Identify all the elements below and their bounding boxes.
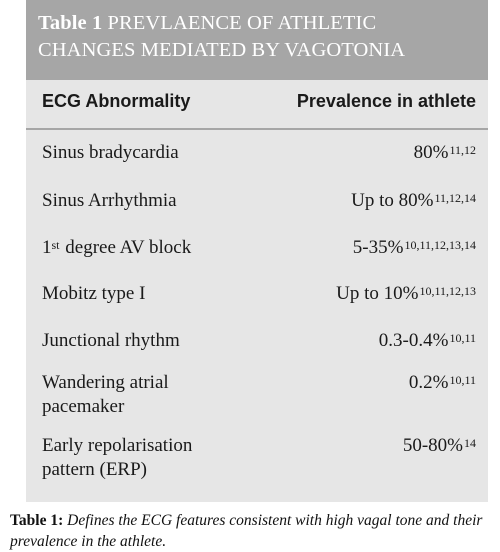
table-row [26, 427, 488, 502]
abnormality-cell [42, 434, 192, 482]
abnormality-text-line-2: pacemaker [42, 396, 125, 417]
prevalence-value: 50-80% [402, 435, 463, 456]
table-row [26, 175, 488, 223]
reference-superscript: 10,11 [449, 373, 476, 387]
abnormality-cell: Sinus bradycardia [42, 142, 179, 163]
prevalence-table [26, 0, 488, 502]
prevalence-value: 0.2% [408, 372, 449, 393]
table-caption [10, 510, 498, 552]
reference-superscript: 10,11 [449, 331, 476, 345]
abnormality-text-line-1: Early repolarisation [42, 435, 193, 456]
prevalence-cell [379, 329, 476, 353]
abnormality-text: degree AV block [60, 237, 192, 258]
reference-superscript: 11,12 [449, 143, 476, 157]
abnormality-text-line-1: Wandering atrial [42, 372, 169, 393]
prevalence-value: 5-35% [352, 237, 404, 258]
abnormality-cell: Junctional rhythm [42, 330, 180, 351]
prevalence-value: 0.3-0.4% [378, 330, 449, 351]
abnormality-ordinal: 1 [42, 237, 52, 258]
prevalence-value: Up to 10% [336, 283, 419, 304]
column-header-prevalence: Prevalence in athlete [296, 91, 476, 111]
reference-superscript: 14 [464, 436, 476, 450]
caption-text: Defines the ECG features consistent with high vagal tone and their prevalence in the athlete. [10, 512, 483, 550]
prevalence-cell [336, 282, 476, 306]
abnormality-cell: Mobitz type I [42, 283, 146, 304]
abnormality-text-line-2: pattern (ERP) [42, 459, 148, 480]
table-row [26, 269, 488, 315]
prevalence-value: Up to 80% [351, 190, 434, 211]
table-row [26, 223, 488, 269]
prevalence-cell [409, 371, 476, 395]
table-title-label: Table 1 [38, 12, 103, 34]
prevalence-cell [414, 141, 476, 165]
reference-superscript: 11,12,14 [434, 191, 476, 205]
table-row [26, 315, 488, 365]
table-title-text: PREVLAENCE OF ATHLETIC [102, 12, 377, 34]
table-title-line-2: CHANGES MEDIATED BY VAGOTONIA [38, 39, 406, 61]
table-title-line-1 [38, 12, 376, 35]
prevalence-cell [351, 189, 476, 213]
abnormality-cell: Sinus Arrhythmia [42, 190, 177, 211]
column-header-abnormality: ECG Abnormality [42, 91, 191, 111]
prevalence-cell [403, 434, 476, 458]
ordinal-superscript: st [51, 238, 60, 252]
table-row [26, 365, 488, 427]
table-title-bar [26, 0, 488, 80]
abnormality-cell [42, 236, 191, 260]
reference-superscript: 10,11,12,13 [419, 284, 476, 298]
abnormality-cell [42, 371, 169, 419]
prevalence-cell [353, 236, 476, 260]
prevalence-value: 80% [413, 142, 449, 163]
table-row [26, 130, 488, 175]
table-header-row [26, 80, 488, 130]
reference-superscript: 10,11,12,13,14 [404, 238, 476, 252]
caption-label: Table 1: [10, 512, 64, 529]
